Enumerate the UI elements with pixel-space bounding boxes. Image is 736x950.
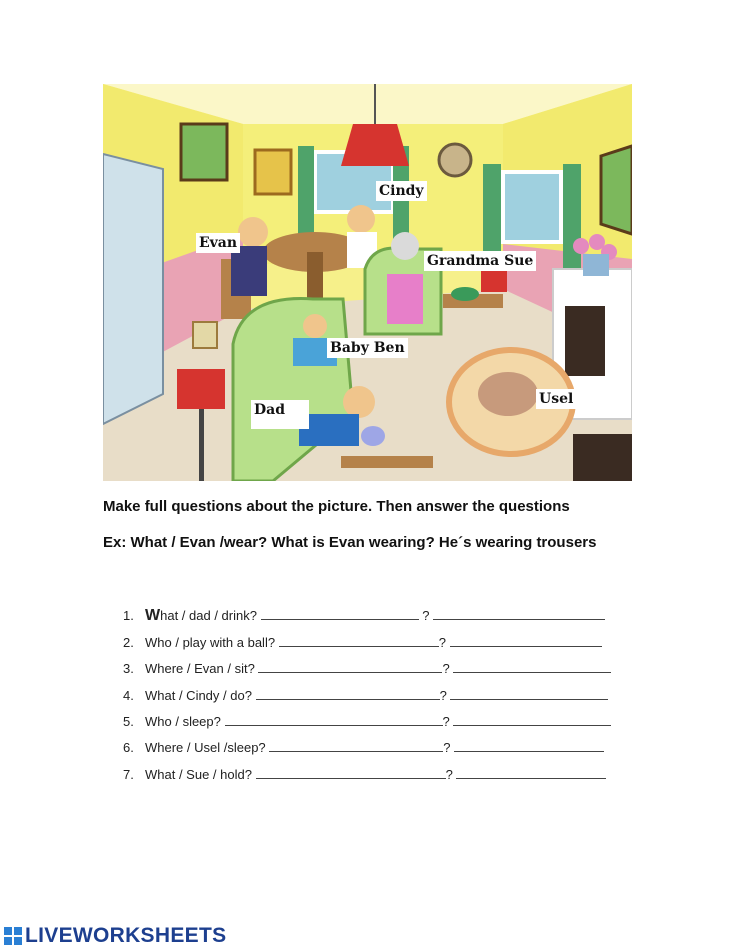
answer-blank[interactable] <box>433 609 605 620</box>
question-mark: ? <box>439 688 447 703</box>
answer-blank[interactable] <box>453 715 611 726</box>
question-text: Where / Evan / sit? <box>145 661 255 676</box>
question-number: 1. <box>123 608 134 623</box>
question-number: 3. <box>123 661 134 676</box>
label-usel: Usel <box>536 389 576 409</box>
question-text: Who / sleep? <box>145 714 221 729</box>
answer-blank[interactable] <box>450 636 602 647</box>
question-text: What / Sue / hold? <box>145 767 252 782</box>
answer-blank[interactable] <box>453 662 611 673</box>
question-2 <box>123 635 602 650</box>
label-baby-ben: Baby Ben <box>327 338 408 358</box>
question-text: hat / dad / drink? <box>160 608 257 623</box>
question-6 <box>123 740 604 755</box>
question-first-letter: W <box>145 607 161 624</box>
question-text: Where / Usel /sleep? <box>145 740 266 755</box>
question-mark: ? <box>438 635 446 650</box>
label-evan: Evan <box>196 233 240 253</box>
living-room-illustration <box>103 84 632 481</box>
question-number: 7. <box>123 767 134 782</box>
answer-blank[interactable] <box>450 689 608 700</box>
question-1 <box>123 607 605 625</box>
label-dad: Dad <box>251 400 309 429</box>
instruction-text: Make full questions about the picture. Then answer the questions <box>103 498 570 515</box>
label-grandma-sue: Grandma Sue <box>424 251 536 271</box>
answer-blank[interactable] <box>456 768 606 779</box>
question-answer-blank[interactable] <box>256 768 446 779</box>
question-answer-blank[interactable] <box>256 689 440 700</box>
question-4 <box>123 688 608 703</box>
question-mark: ? <box>442 714 450 729</box>
question-number: 5. <box>123 714 134 729</box>
question-7 <box>123 767 606 782</box>
question-answer-blank[interactable] <box>279 636 439 647</box>
question-number: 6. <box>123 740 134 755</box>
liveworksheets-footer[interactable] <box>4 924 226 948</box>
question-answer-blank[interactable] <box>258 662 442 673</box>
question-3 <box>123 661 611 676</box>
example-text: Ex: What / Evan /wear? What is Evan wearing? He´s wearing trousers <box>103 534 597 551</box>
question-number: 2. <box>123 635 134 650</box>
question-number: 4. <box>123 688 134 703</box>
question-mark: ? <box>442 661 450 676</box>
liveworksheets-brand: LIVEWORKSHEETS <box>25 924 227 947</box>
question-answer-blank[interactable] <box>225 715 443 726</box>
question-mark: ? <box>445 767 453 782</box>
question-5 <box>123 714 611 729</box>
question-answer-blank[interactable] <box>261 609 419 620</box>
question-text: Who / play with a ball? <box>145 635 276 650</box>
label-cindy: Cindy <box>376 181 427 201</box>
question-mark: ? <box>443 740 451 755</box>
question-text: What / Cindy / do? <box>145 688 252 703</box>
question-mark: ? <box>422 608 430 623</box>
liveworksheets-logo-icon <box>4 927 22 945</box>
answer-blank[interactable] <box>454 741 604 752</box>
question-answer-blank[interactable] <box>269 741 443 752</box>
